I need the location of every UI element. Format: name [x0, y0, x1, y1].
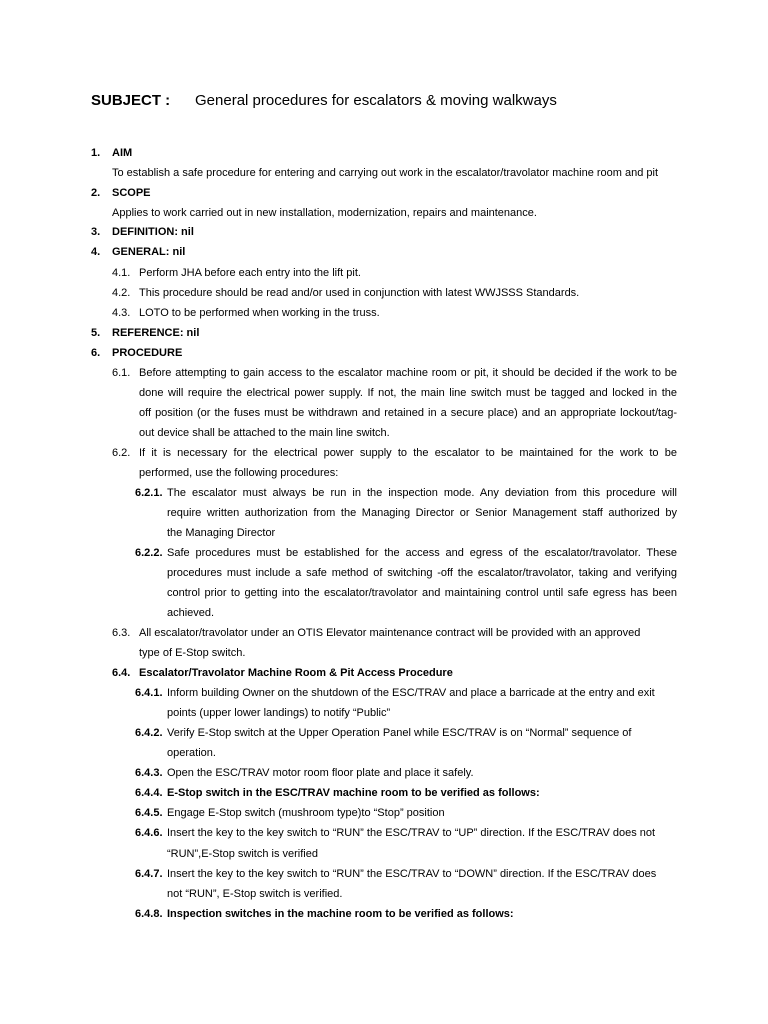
item-number: 4.3. [112, 307, 131, 319]
paragraph-line: operation. [167, 747, 216, 759]
item-number: 4.1. [112, 267, 131, 279]
section-number: 5. [91, 327, 101, 339]
item-number: 6.4.7. [135, 868, 163, 880]
general-item-text: Perform JHA before each entry into the lift pit. [139, 267, 361, 279]
section-heading-procedure: PROCEDURE [112, 347, 183, 359]
paragraph-line: Before attempting to gain access to the escalator machine room or pit, it should be decided if the work to be [139, 367, 677, 379]
paragraph-line: Safe procedures must be established for the access and egress of the escalator/travolator. These [167, 547, 677, 559]
item-number: 6.2.2. [135, 547, 163, 559]
section-heading-general: GENERAL: nil [112, 246, 186, 258]
paragraph-line: not “RUN”, E-Stop switch is verified. [167, 888, 343, 900]
item-number: 4.2. [112, 287, 131, 299]
subject-label: SUBJECT : [91, 92, 171, 109]
item-number: 6.4.8. [135, 908, 163, 920]
item-number: 6.4.1. [135, 687, 163, 699]
paragraph-line: Inform building Owner on the shutdown of the ESC/TRAV and place a barricade at the entry and exit [167, 687, 655, 699]
subsection-heading: Escalator/Travolator Machine Room & Pit Access Procedure [139, 667, 453, 679]
paragraph-line: control prior to getting into the escalator/travolator and maintaining control until safe egress has been [167, 587, 677, 599]
paragraph-line: “RUN”,E-Stop switch is verified [167, 848, 318, 860]
item-number: 6.2. [112, 447, 131, 459]
paragraph-line: out device shall be attached to the main line switch. [139, 427, 390, 439]
scope-text: Applies to work carried out in new installation, modernization, repairs and maintenance. [112, 207, 537, 219]
general-item-text: LOTO to be performed when working in the truss. [139, 307, 380, 319]
paragraph-line: Open the ESC/TRAV motor room floor plate and place it safely. [167, 767, 474, 779]
section-number: 4. [91, 246, 101, 258]
document-title: General procedures for escalators & moving walkways [195, 92, 557, 109]
paragraph-line: the Managing Director [167, 527, 276, 539]
paragraph-line: require written authorization from the Managing Director or Senior Management staff authorized by [167, 507, 677, 519]
paragraph-line: E-Stop switch in the ESC/TRAV machine room to be verified as follows: [167, 787, 540, 799]
paragraph-line: Insert the key to the key switch to “RUN” the ESC/TRAV to “UP” direction. If the ESC/TRAV does not [167, 827, 656, 839]
section-heading-reference: REFERENCE: nil [112, 327, 200, 339]
paragraph-line: The escalator must always be run in the inspection mode. Any deviation from this procedure will [167, 487, 677, 499]
paragraph-line: Inspection switches in the machine room to be verified as follows: [167, 908, 514, 920]
item-number: 6.4. [112, 667, 131, 679]
aim-text: To establish a safe procedure for entering and carrying out work in the escalator/travolator machine room and pit [112, 167, 659, 179]
section-number: 1. [91, 147, 101, 159]
section-heading-definition: DEFINITION: nil [112, 226, 194, 238]
paragraph-line: Engage E-Stop switch (mushroom type)to “Stop” position [167, 807, 445, 819]
section-number: 6. [91, 347, 101, 359]
paragraph-line: points (upper lower landings) to notify “Public” [167, 707, 391, 719]
item-number: 6.2.1. [135, 487, 163, 499]
paragraph-line: off position (or the fuses must be withdrawn and retained in a secure place) and an appropriate lockout/tag- [139, 407, 677, 419]
general-item-text: This procedure should be read and/or used in conjunction with latest WWJSSS Standards. [139, 287, 580, 299]
paragraph-line: All escalator/travolator under an OTIS Elevator maintenance contract will be provided with an approved [139, 627, 641, 639]
paragraph-line: performed, use the following procedures: [139, 467, 339, 479]
item-number: 6.4.5. [135, 807, 163, 819]
paragraph-line: achieved. [167, 607, 215, 619]
section-number: 2. [91, 187, 101, 199]
section-heading-scope: SCOPE [112, 187, 151, 199]
paragraph-line: Insert the key to the key switch to “RUN” the ESC/TRAV to “DOWN” direction. If the ESC/TRAV does [167, 868, 657, 880]
item-number: 6.4.3. [135, 767, 163, 779]
paragraph-line: If it is necessary for the electrical power supply to the escalator to be maintained for the work to be [139, 447, 677, 459]
paragraph-line: procedures must include a safe method of switching -off the escalator/travolator, taking and verifying [167, 567, 677, 579]
section-number: 3. [91, 226, 101, 238]
item-number: 6.4.2. [135, 727, 163, 739]
paragraph-line: done will require the electrical power supply. If not, the main line switch must be tagged and locked in the [139, 387, 677, 399]
section-heading-aim: AIM [112, 147, 133, 159]
paragraph-line: Verify E-Stop switch at the Upper Operation Panel while ESC/TRAV is on “Normal” sequence of [167, 727, 632, 739]
item-number: 6.3. [112, 627, 131, 639]
item-number: 6.4.4. [135, 787, 163, 799]
item-number: 6.1. [112, 367, 131, 379]
paragraph-line: type of E-Stop switch. [139, 647, 246, 659]
item-number: 6.4.6. [135, 827, 163, 839]
